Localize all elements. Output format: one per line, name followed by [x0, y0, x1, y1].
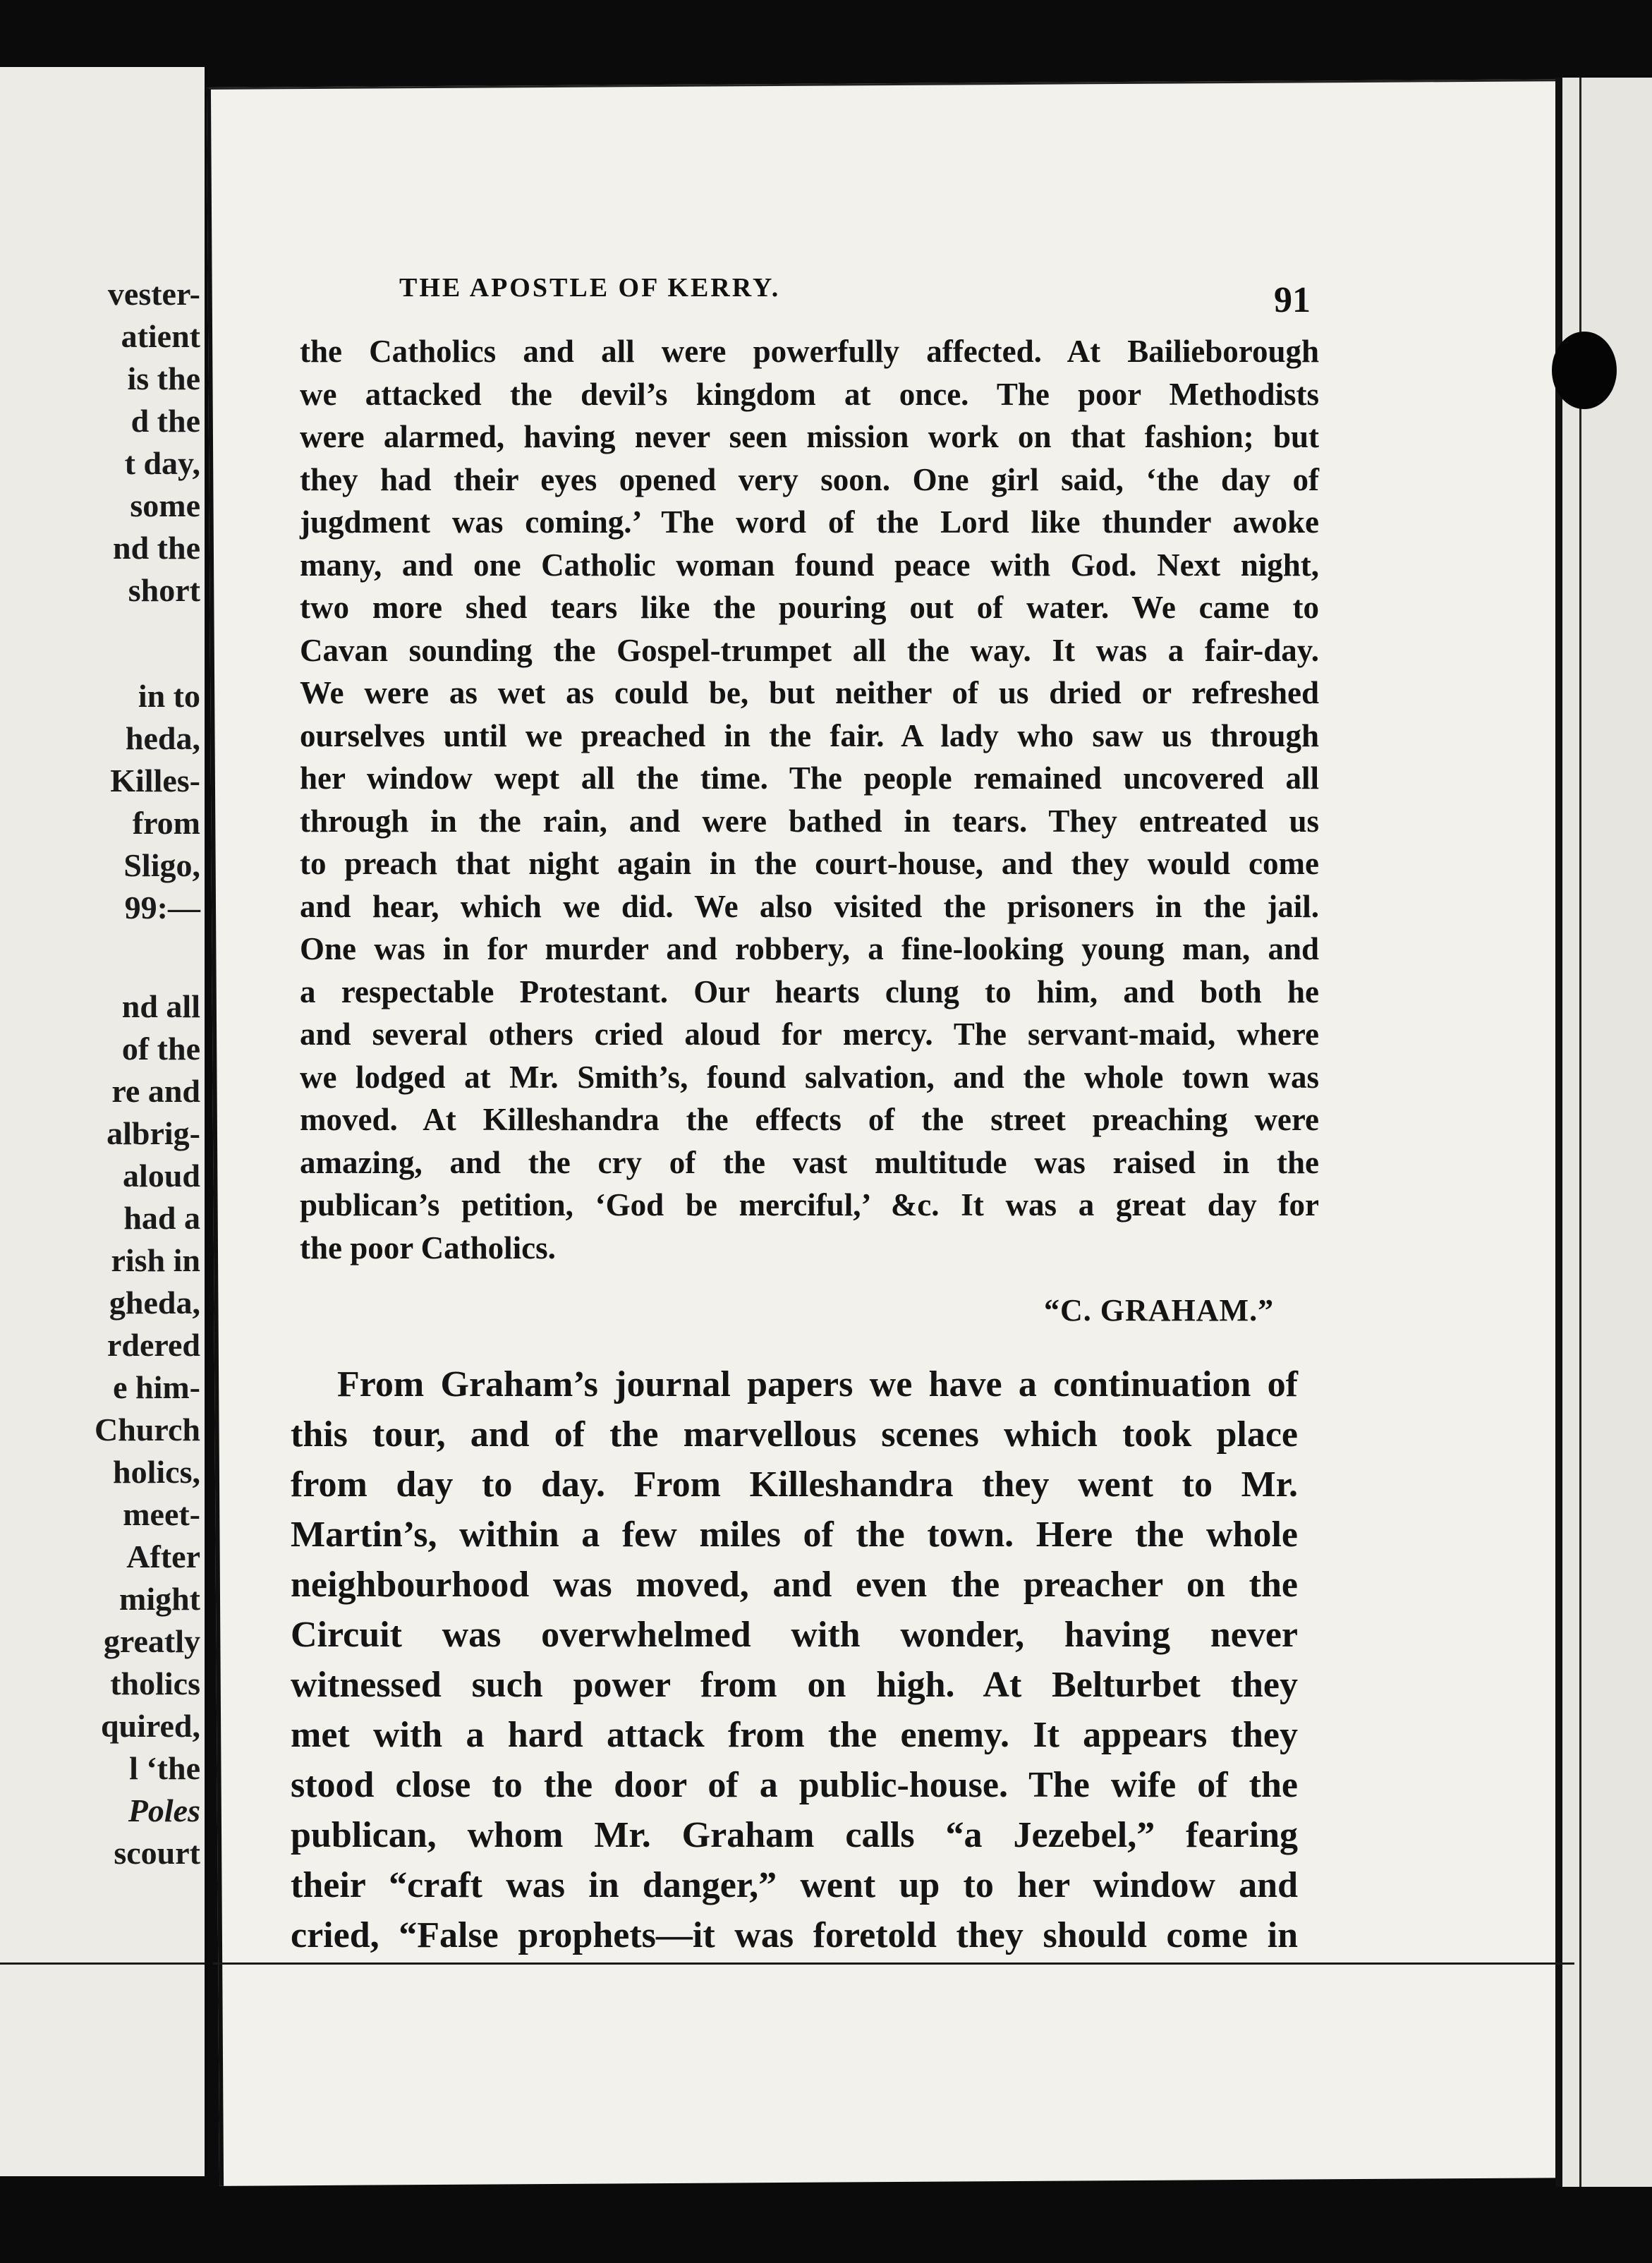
body-line: from day to day. From Killeshandra they went to Mr. — [291, 1464, 1298, 1505]
left-page-line: might — [119, 1581, 200, 1617]
left-page-line: 99:— — [124, 890, 200, 926]
body-line: stood close to the door of a public-house. The wife of the — [291, 1765, 1298, 1805]
body-line: publican, whom Mr. Graham calls “a Jezebel,” fearing — [291, 1815, 1298, 1855]
quote-line: One was in for murder and robbery, a fine-looking young man, and — [300, 931, 1319, 966]
left-page-line: gheda, — [109, 1285, 200, 1321]
quote-line: ourselves until we preached in the fair. A lady who saw us through — [300, 717, 1319, 753]
body-line: their “craft was in danger,” went up to her window and — [291, 1865, 1298, 1905]
left-page-line: Killes- — [110, 763, 200, 799]
left-page-line: some — [130, 487, 200, 523]
quote-line: were alarmed, having never seen mission work on that fashion; but — [300, 419, 1319, 454]
left-page-line: After — [126, 1539, 200, 1575]
left-page-line: rish in — [111, 1242, 200, 1278]
left-page-line: l ‘the — [129, 1750, 200, 1786]
left-page-line: Church — [95, 1412, 200, 1448]
body-line: witnessed such power from on high. At Belturbet they — [291, 1665, 1298, 1705]
left-page-edge — [0, 67, 205, 2176]
scan-line — [213, 1962, 1574, 1965]
quote-line: her window wept all the time. The people remained uncovered all — [300, 760, 1319, 796]
left-page-line: scourt — [114, 1835, 200, 1871]
scan-line-left — [0, 1962, 205, 1965]
left-page-line: greatly — [103, 1623, 200, 1659]
ink-blot — [1552, 332, 1617, 409]
left-page-line: quired, — [100, 1708, 200, 1744]
left-page-line: rdered — [107, 1327, 200, 1363]
body-line: neighbourhood was moved, and even the preacher on the — [291, 1565, 1298, 1605]
body-line: met with a hard attack from the enemy. It appears they — [291, 1715, 1298, 1755]
body-line: this tour, and of the marvellous scenes which took place — [291, 1414, 1298, 1455]
left-page-line: e him- — [113, 1369, 200, 1405]
left-page-line: t day, — [124, 445, 200, 481]
quote-line: We were as wet as could be, but neither of us dried or refreshed — [300, 675, 1319, 710]
quote-line: publican’s petition, ‘God be merciful,’ &c. It was a great day for — [300, 1187, 1319, 1222]
quote-line: moved. At Killeshandra the effects of the street preaching were — [300, 1102, 1319, 1137]
left-page-line: albrig- — [107, 1115, 200, 1151]
left-page-line: nd all — [121, 988, 200, 1024]
left-page-line: Sligo, — [123, 847, 200, 883]
quote-line: and hear, which we did. We also visited the prisoners in the jail. — [300, 888, 1319, 924]
left-page-line: re and — [111, 1073, 200, 1109]
running-head: THE APOSTLE OF KERRY. — [399, 273, 781, 303]
quote-line: we attacked the devil’s kingdom at once. The poor Methodists — [300, 376, 1319, 412]
left-page-line: from — [132, 805, 200, 841]
body-line: Circuit was overwhelmed with wonder, having never — [291, 1615, 1298, 1655]
left-page-line: meet- — [123, 1496, 200, 1532]
quote-line: two more shed tears like the pouring out of water. We came to — [300, 590, 1319, 625]
left-page-line: tholics — [110, 1666, 200, 1701]
quote-line: amazing, and the cry of the vast multitude was raised in the — [300, 1144, 1319, 1180]
left-page-line: atient — [121, 318, 200, 354]
quote-line: a respectable Protestant. Our hearts clung to him, and both he — [300, 973, 1319, 1009]
left-page-line: in to — [138, 678, 200, 714]
left-page-line: holics, — [113, 1454, 200, 1490]
quote-line: they had their eyes opened very soon. One girl said, ‘the day of — [300, 461, 1319, 497]
left-page-line: heda, — [125, 720, 200, 756]
quote-line: jugdment was coming.’ The word of the Lord like thunder awoke — [300, 504, 1319, 540]
left-page-line: of the — [121, 1031, 200, 1067]
left-page-line: is the — [127, 360, 200, 396]
left-page-line: d the — [130, 403, 200, 439]
left-page-line: Poles — [128, 1792, 200, 1828]
quote-line: the Catholics and all were powerfully affected. At Bailieborough — [300, 334, 1319, 369]
quote-line: many, and one Catholic woman found peace with God. Next night, — [300, 547, 1319, 583]
page-number: 91 — [1274, 280, 1311, 320]
signature: “C. GRAHAM.” — [1044, 1293, 1275, 1328]
left-page-line: aloud — [123, 1158, 200, 1194]
quote-line: and several others cried aloud for mercy. The servant-maid, where — [300, 1017, 1319, 1052]
body-line: From Graham’s journal papers we have a continuation of — [337, 1364, 1298, 1404]
body-line: Martin’s, within a few miles of the town. Here the whole — [291, 1515, 1298, 1555]
body-line: cried, “False prophets—it was foretold they should come in — [291, 1915, 1298, 1955]
quote-line: the poor Catholics. — [300, 1230, 556, 1266]
quote-line: to preach that night again in the court-house, and they would come — [300, 846, 1319, 881]
quote-line: we lodged at Mr. Smith’s, found salvation, and the whole town was — [300, 1059, 1319, 1095]
left-page-line: short — [128, 572, 200, 608]
left-page-line: had a — [123, 1200, 200, 1236]
left-page-line: vester- — [107, 276, 200, 312]
left-page-line: nd the — [113, 530, 200, 566]
quote-line: through in the rain, and were bathed in tears. They entreated us — [300, 803, 1319, 839]
quote-line: Cavan sounding the Gospel-trumpet all the way. It was a fair-day. — [300, 632, 1319, 668]
